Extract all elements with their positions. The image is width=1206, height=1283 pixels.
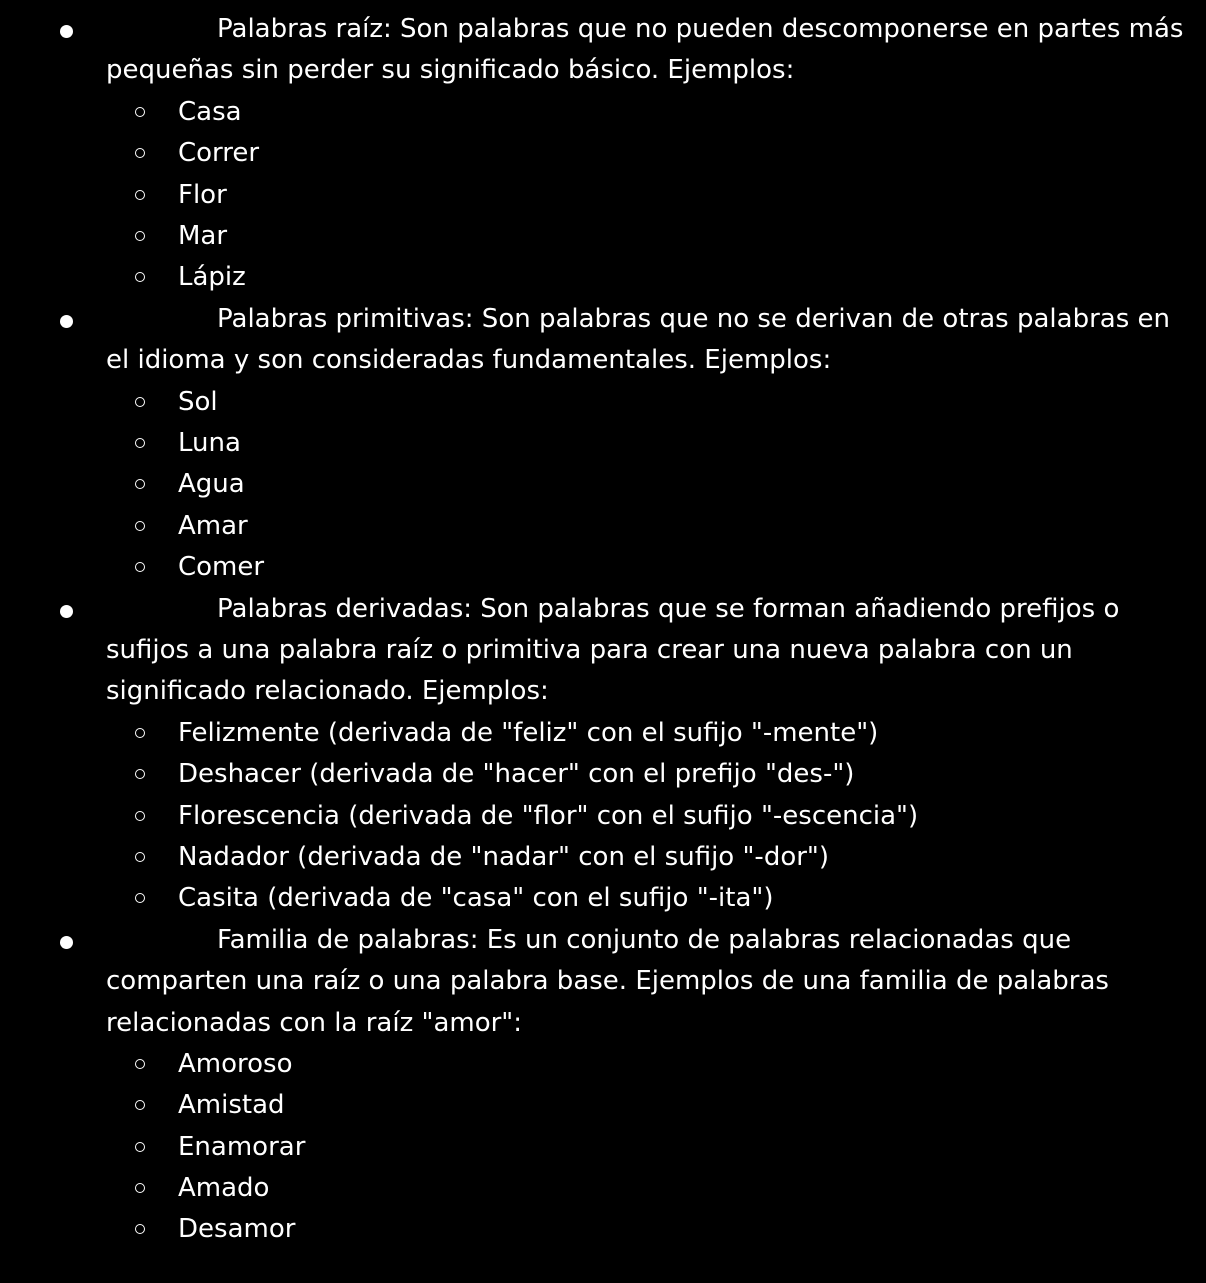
- list-item: [0, 796, 1206, 837]
- bullet-circle-icon: [135, 521, 145, 531]
- list-item-text: Casa: [178, 96, 242, 127]
- list-item-text: Florescencia (derivada de "flor" con el sufijo "-escencia"): [178, 800, 919, 831]
- list-item-text: Amistad: [178, 1090, 285, 1121]
- bullet-circle-icon: [135, 562, 145, 572]
- section-text: Familia de palabras: Es un conjunto de palabras relacionadas que comparten una raíz o una palabra base. Ejemplos de una familia de palabras relacionadas con la raíz "amor":: [106, 924, 1109, 1038]
- bullet-circle-icon: [135, 1183, 145, 1193]
- list-item-text: Deshacer (derivada de "hacer" con el prefijo "des-"): [178, 759, 855, 790]
- bullet-circle-icon: [135, 893, 145, 903]
- list-item: [0, 506, 1206, 547]
- list-item-text: Felizmente (derivada de "feliz" con el sufijo "-mente"): [178, 717, 879, 748]
- list-item: [0, 754, 1206, 795]
- list-item: [0, 713, 1206, 754]
- list-item-text: Sol: [178, 386, 218, 417]
- example-list: [0, 382, 1206, 589]
- bullet-circle-icon: [135, 1224, 145, 1234]
- list-item: [0, 1168, 1206, 1209]
- list-item-text: Nadador (derivada de "nadar" con el sufijo "-dor"): [178, 841, 830, 872]
- list-item: [0, 92, 1206, 133]
- list-item-text: Desamor: [178, 1214, 296, 1245]
- bullet-disc-icon: [60, 25, 73, 38]
- bullet-disc-icon: [60, 936, 73, 949]
- example-list: [0, 1044, 1206, 1251]
- list-item: [0, 133, 1206, 174]
- list-item-text: Amar: [178, 510, 248, 541]
- section-palabras-derivadas: [0, 589, 1206, 920]
- list-item: [0, 1127, 1206, 1168]
- list-item-text: Comer: [178, 552, 265, 583]
- section-text: Palabras derivadas: Son palabras que se forman añadiendo prefijos o sufijos a una palabra raíz o primitiva para crear una nueva palabra con un significado relacionado. Ejemplos:: [106, 593, 1120, 707]
- list-item-text: Correr: [178, 138, 260, 169]
- example-list: [0, 92, 1206, 299]
- list-item-text: Lápiz: [178, 262, 246, 293]
- list-item-text: Casita (derivada de "casa" con el sufijo "-ita"): [178, 883, 774, 914]
- section-palabras-primitivas: [0, 299, 1206, 589]
- bullet-circle-icon: [135, 479, 145, 489]
- list-item: [0, 1209, 1206, 1250]
- bullet-circle-icon: [135, 1059, 145, 1069]
- list-item: [0, 216, 1206, 257]
- bullet-circle-icon: [135, 231, 145, 241]
- list-item: [0, 837, 1206, 878]
- list-item-text: Agua: [178, 469, 245, 500]
- bullet-circle-icon: [135, 107, 145, 117]
- list-item: [0, 464, 1206, 505]
- bullet-circle-icon: [135, 190, 145, 200]
- list-item: [0, 878, 1206, 919]
- example-list: [0, 713, 1206, 920]
- list-item-text: Mar: [178, 220, 228, 251]
- section-text: Palabras primitivas: Son palabras que no se derivan de otras palabras en el idioma y son consideradas fundamentales. Ejemplos:: [106, 303, 1170, 376]
- bullet-disc-icon: [60, 315, 73, 328]
- list-item-text: Enamorar: [178, 1131, 306, 1162]
- list-item: [0, 547, 1206, 588]
- list-item-text: Amado: [178, 1173, 270, 1204]
- list-item: [0, 257, 1206, 298]
- bullet-disc-icon: [60, 605, 73, 618]
- bullet-circle-icon: [135, 148, 145, 158]
- bullet-circle-icon: [135, 769, 145, 779]
- list-item-text: Amoroso: [178, 1048, 293, 1079]
- bullet-circle-icon: [135, 272, 145, 282]
- list-item: [0, 175, 1206, 216]
- section-palabras-raiz: [0, 9, 1206, 299]
- bullet-circle-icon: [135, 397, 145, 407]
- list-item: [0, 1085, 1206, 1126]
- list-item: [0, 423, 1206, 464]
- list-item-text: Flor: [178, 179, 227, 210]
- list-item-text: Luna: [178, 427, 241, 458]
- section-text: Palabras raíz: Son palabras que no pueden descomponerse en partes más pequeñas sin perder su significado básico. Ejemplos:: [106, 14, 1184, 86]
- bullet-circle-icon: [135, 728, 145, 738]
- bullet-circle-icon: [135, 438, 145, 448]
- section-familia-de-palabras: [0, 920, 1206, 1251]
- list-item: [0, 382, 1206, 423]
- bullet-circle-icon: [135, 811, 145, 821]
- bullet-circle-icon: [135, 852, 145, 862]
- bullet-circle-icon: [135, 1142, 145, 1152]
- bullet-circle-icon: [135, 1100, 145, 1110]
- list-item: [0, 1044, 1206, 1085]
